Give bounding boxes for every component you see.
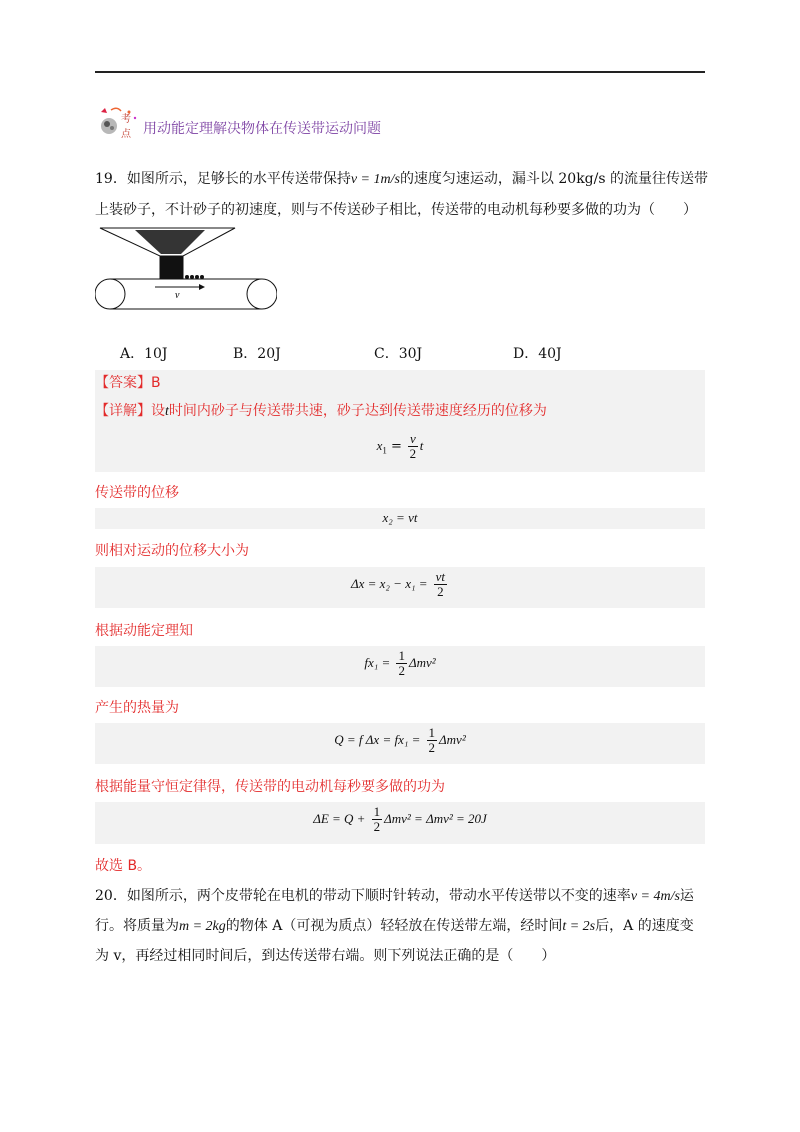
equation-6: ΔE = Q + $\frac{1}{2}$ Δmv² = Δmv² = 20J [313, 804, 487, 834]
q20-line2: 行。将质量为m = 2kg的物体 A（可视为质点）轻轻放在传送带左端，经时间t = 2s后，A 的速度变 [95, 918, 694, 934]
text-relative-displacement: 则相对运动的位移大小为 [95, 543, 249, 559]
svg-text:考: 考 [121, 114, 131, 125]
equation-2: x₂ = vt [382, 510, 418, 525]
option-a[interactable]: A．10J [120, 346, 168, 362]
section-title: 用动能定理解决物体在传送带运动问题 [143, 121, 381, 137]
conveyor-figure [95, 226, 277, 316]
svg-text:v: v [175, 290, 180, 301]
option-c[interactable]: C．30J [374, 346, 423, 362]
q19-line2: 上装砂子，不计砂子的初速度，则与不传送砂子相比，传送带的电动机每秒要多做的功为（ ） [95, 202, 697, 218]
text-belt-displacement: 传送带的位移 [95, 485, 179, 501]
q20-line1: 20．如图所示，两个皮带轮在电机的带动下顺时针转动，带动水平传送带以不变的速率v = 4m/s运 [95, 888, 694, 904]
text-energy-conservation: 根据能量守恒定律得，传送带的电动机每秒要多做的功为 [95, 779, 445, 795]
text-heat: 产生的热量为 [95, 700, 179, 716]
equation-4: fx₁ = $\frac{1}{2}$ Δmv² [364, 648, 436, 678]
header-rule [95, 71, 705, 73]
kaodian-badge-icon [95, 104, 141, 144]
text-work-energy: 根据动能定理知 [95, 623, 193, 639]
answer-label: 【答案】B [95, 375, 161, 391]
conclusion: 故选 B。 [95, 858, 152, 874]
q19-line1: 19．如图所示，足够长的水平传送带保持v = 1m/s的速度匀速运动，漏斗以 20kg/s 的流量往传送带 [95, 171, 708, 187]
svg-text:点: 点 [121, 129, 131, 140]
q20-line3: 为 v，再经过相同时间后，到达传送带右端。则下列说法正确的是（ ） [95, 948, 556, 964]
detail-line: 【详解】设t时间内砂子与传送带共速，砂子达到传送带速度经历的位移为 [95, 403, 547, 419]
option-d[interactable]: D．40J [513, 346, 562, 362]
option-b[interactable]: B．20J [233, 346, 281, 362]
equation-3: Δx = x₂ − x₁ = $\frac{vt}{2}$ [350, 569, 446, 599]
equation-5: Q = f Δx = fx₁ = $\frac{1}{2}$ Δmv² [334, 725, 466, 755]
equation-1: $x_1$ = $\frac{v}{2}$ t [376, 431, 424, 461]
